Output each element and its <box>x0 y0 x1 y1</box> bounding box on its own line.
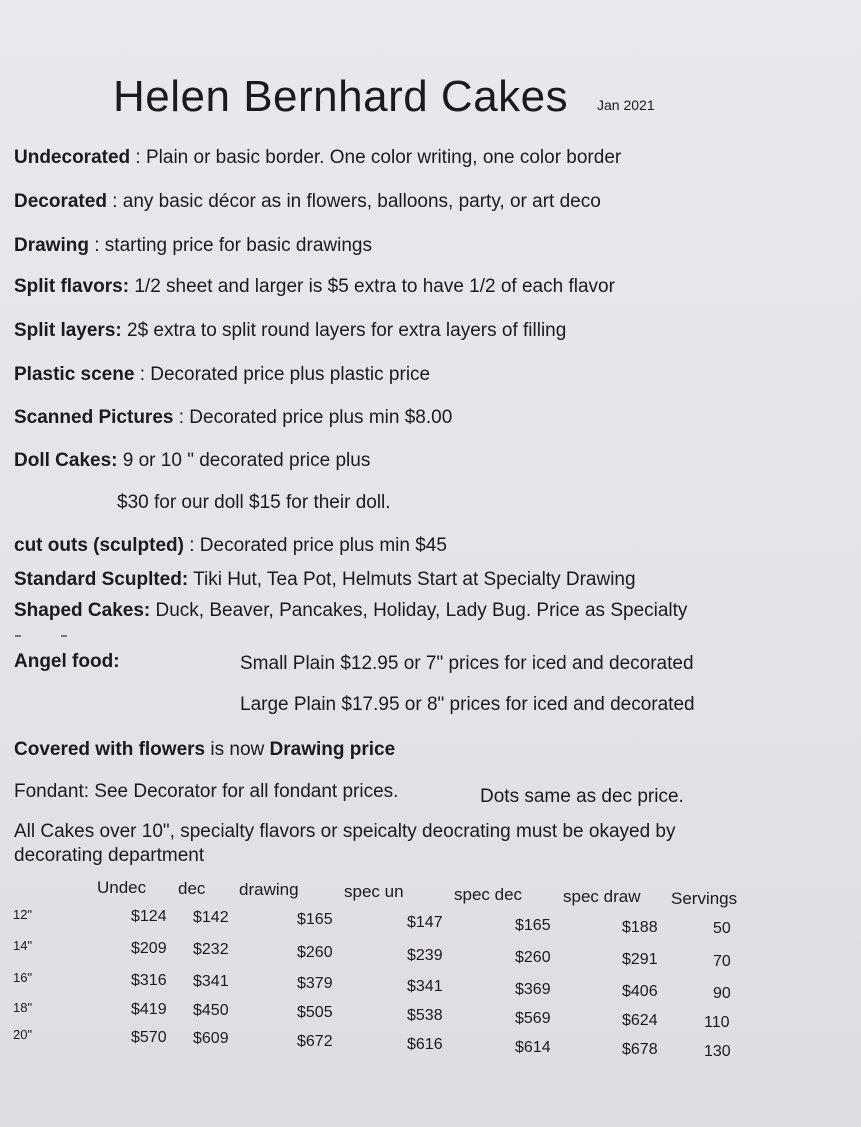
row-size: 12" <box>13 907 33 922</box>
line-text: : Plain or basic border. One color writing, one color border <box>130 147 622 168</box>
price-cell: $379 <box>297 975 333 992</box>
price-cell: $341 <box>193 973 229 990</box>
servings-cell: 50 <box>713 920 731 937</box>
line-shaped-cakes <box>14 600 687 622</box>
price-cell: $239 <box>407 947 443 964</box>
dots-note: Dots same as dec price. <box>480 786 684 807</box>
line-label: cut outs (sculpted) <box>14 535 184 556</box>
col-header-undec: Undec <box>97 878 147 897</box>
covered-text: is now <box>205 739 270 760</box>
line-standard-sculpted <box>14 569 636 591</box>
price-cell: $624 <box>622 1012 658 1029</box>
covered-with-flowers-line <box>14 739 395 761</box>
line-label: Scanned Pictures <box>14 407 174 428</box>
line-scanned-pictures <box>14 407 452 429</box>
col-header-drawing: drawing <box>239 880 299 899</box>
line-label: Decorated <box>14 191 107 212</box>
line-label: Split flavors: <box>14 276 130 297</box>
price-cell: $505 <box>297 1004 333 1021</box>
price-cell: $341 <box>407 978 443 995</box>
line-label: Shaped Cakes: <box>14 600 151 621</box>
price-cell: $450 <box>193 1002 229 1019</box>
line-text: : Decorated price plus min $8.00 <box>173 407 453 428</box>
line-text: $30 for our doll $15 for their doll. <box>117 492 391 513</box>
price-cell: $672 <box>297 1033 333 1050</box>
line-label: Drawing <box>14 235 89 256</box>
price-cell: $569 <box>515 1010 551 1027</box>
line-text: 9 or 10 " decorated price plus <box>117 450 371 471</box>
line-split-layers <box>14 320 566 342</box>
price-cell: $369 <box>515 981 551 998</box>
servings-cell: 70 <box>713 953 731 970</box>
line-text: : starting price for basic drawings <box>88 235 372 256</box>
price-cell: $316 <box>131 972 167 989</box>
price-cell: $147 <box>407 914 443 931</box>
line-decorated <box>14 191 601 213</box>
price-cell: $124 <box>131 908 167 925</box>
price-cell: $188 <box>622 919 658 936</box>
line-text: : any basic décor as in flowers, balloons, party, or art deco <box>106 191 601 212</box>
line-drawing <box>14 235 372 257</box>
price-cell: $291 <box>622 951 658 968</box>
all-cakes-note-line2: decorating department <box>14 845 205 866</box>
price-cell: $616 <box>407 1036 443 1053</box>
line-label: Standard Scuplted: <box>14 569 189 590</box>
line-text: 2$ extra to split round layers for extra layers of filling <box>121 320 567 341</box>
price-cell: $232 <box>193 941 229 958</box>
row-size: 18" <box>13 1000 33 1015</box>
line-text: Tiki Hut, Tea Pot, Helmuts Start at Specialty Drawing <box>188 569 636 590</box>
line-label: Undecorated <box>14 147 131 168</box>
price-cell: $609 <box>193 1030 229 1047</box>
price-cell: $165 <box>515 917 551 934</box>
line-split-flavors <box>14 276 615 298</box>
row-size: 20" <box>13 1027 33 1042</box>
angel-food-large: Large Plain $17.95 or 8" prices for iced and decorated <box>240 694 695 715</box>
line-label: Plastic scene <box>14 364 135 385</box>
page-title: Helen Bernhard Cakes <box>113 72 569 121</box>
price-cell: $165 <box>297 911 333 928</box>
line-text: Duck, Beaver, Pancakes, Holiday, Lady Bug. Price as Specialty <box>150 600 688 621</box>
price-cell: $538 <box>407 1007 443 1024</box>
servings-cell: 110 <box>704 1014 730 1031</box>
line-text: : Decorated price plus min $45 <box>183 535 447 556</box>
angel-food-label: Angel food: <box>14 651 120 672</box>
price-cell: $419 <box>131 1001 167 1018</box>
line-text: : Decorated price plus plastic price <box>134 364 431 385</box>
price-cell: $142 <box>193 909 229 926</box>
servings-cell: 90 <box>713 985 731 1002</box>
price-cell: $260 <box>515 949 551 966</box>
col-header-spec-un: spec un <box>344 882 404 901</box>
fondant-note: Fondant: See Decorator for all fondant prices. <box>14 781 399 802</box>
line-undecorated <box>14 147 621 169</box>
line-plastic-scene <box>14 364 430 386</box>
line-label: Split layers: <box>14 320 122 341</box>
row-size: 16" <box>13 970 33 985</box>
line-text: 1/2 sheet and larger is $5 extra to have 1/2 of each flavor <box>129 276 615 297</box>
row-size: 14" <box>13 938 33 953</box>
line-doll-cakes <box>14 450 370 472</box>
covered-price: Drawing price <box>269 739 396 760</box>
price-cell: $260 <box>297 944 333 961</box>
col-header-dec: dec <box>178 879 206 898</box>
line-cut-outs <box>14 535 447 557</box>
col-header-spec-draw: spec draw <box>563 887 641 906</box>
price-cell: $209 <box>131 940 167 957</box>
covered-label: Covered with flowers <box>14 739 206 760</box>
col-header-spec-dec: spec dec <box>454 885 523 904</box>
price-cell: $570 <box>131 1029 167 1046</box>
line-label: Doll Cakes: <box>14 450 118 471</box>
price-cell: $614 <box>515 1039 551 1056</box>
sheet-date: Jan 2021 <box>597 97 655 113</box>
col-header-servings: Servings <box>671 889 738 908</box>
all-cakes-note-line1: All Cakes over 10", specialty flavors or speicalty deocrating must be okayed by <box>14 821 676 842</box>
angel-food-small: Small Plain $12.95 or 7" prices for iced and decorated <box>240 653 694 674</box>
price-cell: $678 <box>622 1041 658 1058</box>
cut-off-text-fragment <box>15 624 75 626</box>
price-cell: $406 <box>622 983 658 1000</box>
servings-cell: 130 <box>704 1043 731 1060</box>
line-doll-prices <box>117 492 391 514</box>
